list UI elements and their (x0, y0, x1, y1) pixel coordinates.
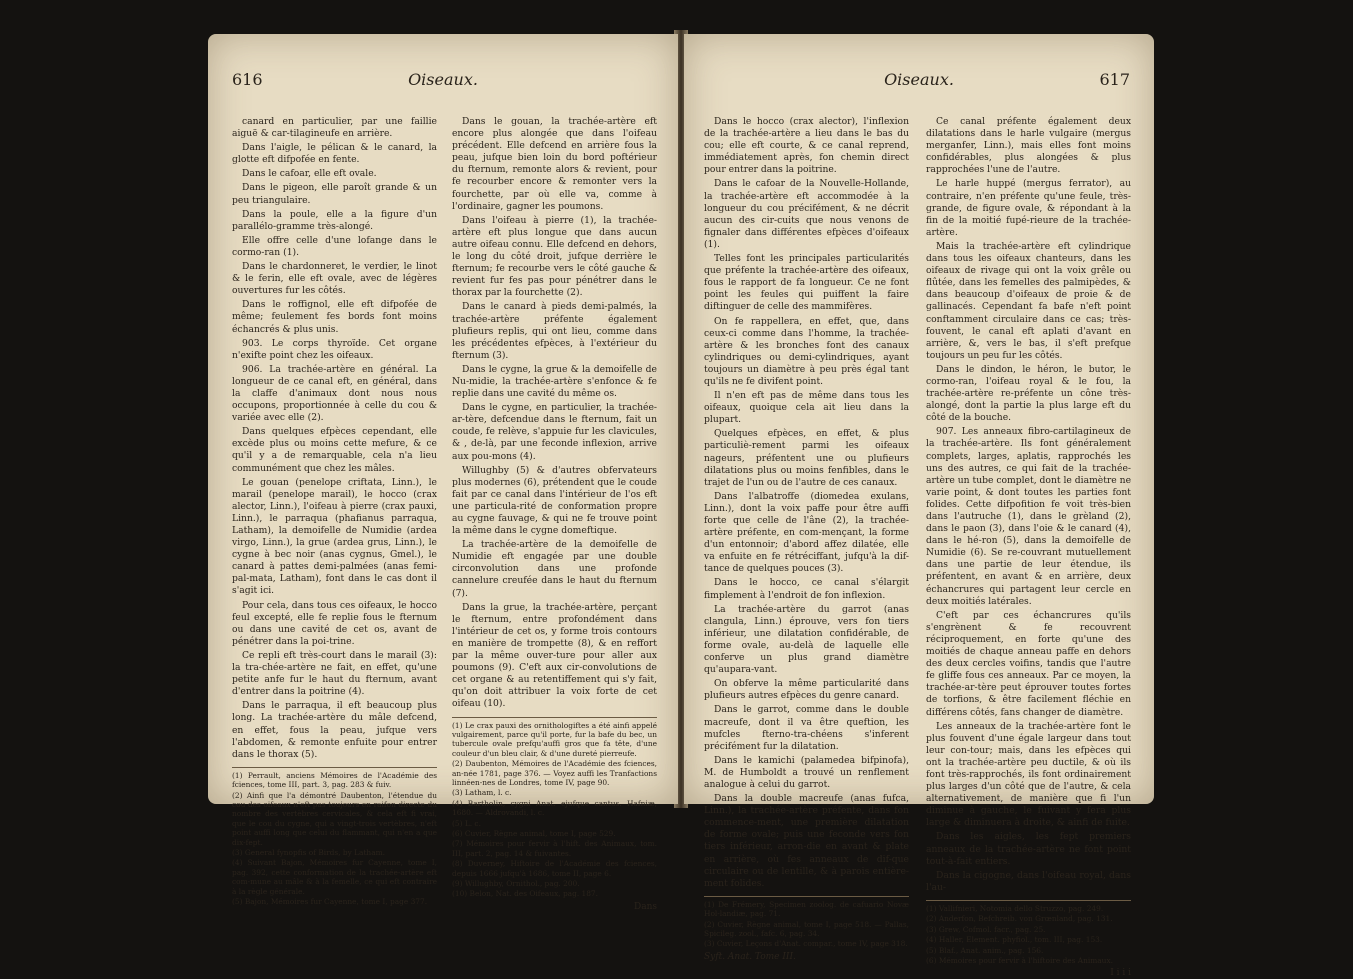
footnotes (704, 896, 909, 949)
paragraph: Dans le cafoar de la Nouvelle-Hollande, la trachée-artère eft accommodée à la longueur du cou précifément, & ne décrit aucun des cir-cuits que nous venons de fignaler dans différentes efpèces d'oifeaux (1). (704, 178, 909, 250)
paragraph: Dans le roffignol, elle eft difpofée de même; feulement fes bords font moins échancrés & plus unis. (232, 299, 437, 335)
paragraph: On obferve la même particularité dans plufieurs autres efpèces du genre canard. (704, 678, 909, 702)
footnotes (232, 767, 437, 907)
paragraph: Dans le canard à pieds demi-palmés, la trachée-artère préfente également plufieurs replis, qui ont lieu, comme dans les précédentes efpèces, à l'extérieur du fternum (3). (452, 301, 657, 361)
left-column-1 (232, 116, 437, 907)
left-page-header (232, 70, 654, 92)
footnote: (3) Cuvier, Leçons d'Anat. compar., tome IV, page 318. (704, 939, 908, 949)
paragraph: 907. Les anneaux fibro-cartilagineux de la trachée-artère. Ils font généralement complets, larges, aplatis, rapprochés les uns des autres, ce qui fait de la trachée-artère un tube complet, dont le diamètre ne varie point, & dont toutes les parties font folides. Cette difpofition fe voit très-bien dans l'autruche (1), dans le grèland (2), dans le paon (3), dans l'oie & le canard (4), dans le hé-ron (5), dans la demoifelle de Numidie (6). Se re-couvrant mutuellement dans une partie de leur étendue, ils préfentent, en avant & en arrière, deux échancrures qui partagent leur cercle en deux moitiés latérales. (926, 426, 1132, 607)
running-head: Oiseaux. (884, 70, 954, 89)
paragraph: Dans la cigogne, dans l'oifeau royal, dans l'au- (926, 869, 1131, 893)
footnote: (4) Suivant Bajon, Mémoires fur Cayenne, tome I, pag. 392, cette conformation de la trachée-artère eft com-mune au mâle & à la femelle, ce qui eft contraire à la règle générale. (232, 858, 437, 896)
paragraph: Pour cela, dans tous ces oifeaux, le hocco feul excepté, elle fe replie fous le fternum ou dans une cavité de cet os, avant de pénétrer dans la poi-trine. (232, 599, 437, 647)
paragraph: Dans la double macreufe (anas fufca, Linn.), la trachée-artère préfente, dans fon commence-ment, une première dilatation de forme ovale; puis une feconde vers fon tiers inférieur, arron-die en avant & plate en arrière, où fes anneaux de dif-que circulaire ou de lentille, & à parois entière-ment folides. (704, 793, 909, 889)
paragraph: Dans quelques efpèces cependant, elle excède plus ou moins cette mefure, & ce qu'il y a de remarquable, cela n'a lieu communément que chez les mâles. (232, 426, 437, 474)
left-page (208, 34, 678, 912)
paragraph: Elle offre celle d'une lofange dans le cormo-ran (1). (232, 234, 437, 258)
paragraph: Les anneaux de la trachée-artère font le plus fouvent d'une égale largeur dans tout leur con-tour; mais, dans les efpèces qui ont la trachée-artère peu ductile, & où ils font très-rapprochés, ils font ordinairement plus larges d'un côté que de l'autre, & cela alternativement, de manière que fi l'un diminue à gauche, le fuivant y fera plus large & diminuera à droite, & ainfi de fuite. (926, 720, 1131, 829)
footnote: (10) Belon, Nat. des Oifeaux, pag. 187. (452, 889, 598, 899)
paragraph: Quelques efpèces, en effet, & plus particuliè-rement parmi les oifeaux nageurs, préfentent une ou plufieurs dilatations plus ou moins fenfibles, dans le trajet de l'un ou de l'autre de ces canaux. (704, 428, 909, 488)
paragraph: Dans le hocco (crax alector), l'inflexion de la trachée-artère a lieu dans le bas du cou; elle eft courte, & ce canal reprend, immédiatement après, fon chemin direct pour entrer dans la poitrine. (704, 116, 909, 176)
body-text (926, 116, 1131, 894)
paragraph: 903. Le corps thyroïde. Cet organe n'exifte point chez les oifeaux. (232, 337, 437, 361)
paragraph: Le gouan (penelope criftata, Linn.), le marail (penelope marail), le hocco (crax alector, Linn.), l'oifeau à pierre (crax pauxi, Linn.), le parraqua (phafianus parraqua, Latham), la demoifelle de Numidie (ardea virgo, Linn.), la grue (ardea grus, Linn.), le cygne à bec noir (anas cygnus, Gmel.), le canard à pattes demi-palmées (anas femi-pal-mata, Latham), font dans le cas dont il s'agit ici. (232, 476, 437, 597)
signature-mark: I i i i (1110, 968, 1131, 979)
footnote: (2) Anderfon, Befchreib. von Grœnland, pag. 131. (926, 914, 1113, 924)
footnote: (8) Duverney, Hiftoire de l'Académie des fciences, depuis 1666 jufqu'à 1686, tome II, page 6. (452, 859, 657, 878)
paragraph: Il n'en eft pas de même dans tous les oifeaux, quoique cela ait lieu dans la plupart. (704, 390, 909, 426)
paragraph: Dans le garrot, comme dans le double macreufe, dont il va être queftion, les mufcles fterno-tra-chéens s'inferent précifément fur la dilatation. (704, 704, 909, 752)
footnote: (1) Le crax pauxi des ornithologiftes a été ainfi appelé vulgairement, parce qu'il porte, fur la bafe du bec, un tubercule ovale prefqu'auffi gros que fa tête, d'une couleur d'un bleu clair, & d'une dureté pierreufe. (452, 720, 657, 758)
paragraph: Dans l'oifeau à pierre (1), la trachée-artère eft plus longue que dans aucun autre oifeau connu. Elle defcend en dehors, le long du côté droit, jufque derrière le fternum; fe recourbe vers le côté gauche & revient fur fes pas pour pénétrer dans le thorax par la fourchette (2). (452, 214, 657, 299)
footnote: (3) General fynopfis of Birds, by Latham. (232, 848, 385, 858)
footnotes (452, 717, 657, 899)
footnote: (7) Mémoires pour fervir à l'hift. des Animaux, tom. III, part. 2, pag. 14 & fuivantes. (452, 839, 657, 858)
right-page-header (708, 70, 1130, 92)
paragraph: Dans le parraqua, il eft beaucoup plus long. La trachée-artère du mâle defcend, en effet, fous la peau, jufque vers l'abdomen, & remonte enfuite pour entrer dans le thorax (5). (232, 700, 437, 760)
page-number: 616 (232, 70, 263, 89)
running-head: Oiseaux. (408, 70, 478, 89)
paragraph: La trachée-artère du garrot (anas clangula, Linn.) éprouve, vers fon tiers inférieur, une dilatation confidérable, de forme ovale, au-delà de laquelle elle conferve un plus grand diamètre qu'aupara-vant. (704, 603, 909, 676)
paragraph: La trachée-artère de la demoifelle de Numidie eft engagée par une double circonvolution dans une profonde cannelure creufée dans le haut du fternum (7). (452, 539, 657, 599)
footnote: (3) Grew, Cofmol. facr., pag. 25. (926, 924, 1046, 934)
footnote: (2) Daubenton, Mémoires de l'Académie des fciences, an-née 1781, page 376. — Voyez auffi les Tranfactions linnéen-nes de Londres, tome IV, page 90. (452, 759, 657, 787)
signature-line (704, 951, 909, 963)
paragraph: Dans la poule, elle a la figure d'un parallélo-gramme très-alongé. (232, 208, 437, 232)
body-text (452, 116, 657, 711)
footnote: (4) Haller, Element. phyfiol., tom. III, pag. 153. (926, 935, 1103, 945)
paragraph: Dans les aigles, les fept premiers anneaux de la trachée-artère ne font point tout-à-fait entiers. (926, 831, 1131, 867)
paragraph: Ce canal préfente également deux dilatations dans le harle vulgaire (mergus merganfer, Linn.), mais elles font moins confidérables, plus alongées & plus rapprochées l'une de l'autre. (926, 116, 1131, 176)
paragraph: Dans le chardonneret, le verdier, le linot & le ferin, elle eft ovale, avec de légères ouvertures fur les côtés. (232, 261, 437, 297)
footnote: (3) Latham, l. c. (452, 788, 512, 798)
paragraph: canard en particulier, par une faillie aiguë & car-tilagineufe en arrière. (232, 116, 437, 140)
footnote: (2) Ainfi que l'a démontré Daubenton, l'étendue du cou des oifeaux n'eft pas toujours en raifon directe du nombre des vertèbres cervicales, & cela eft fi vrai, que le cou du cygne, qui a vingt-trois vertèbres, n'eft point auffi long que celui du flammant, qui n'en a que dix-fept. (232, 790, 437, 847)
paragraph: Dans la grue, la trachée-artère, perçant le fternum, entre profondément dans l'intérieur de cet os, y forme trois contours en manière de trompette (8), & en reffort par la même ouver-ture pour aller aux poumons (9). C'eft aux cir-convolutions de cet organe & au retentiffement qui s'y fait, qu'on doit attribuer la voix forte de cet oifeau (10). (452, 601, 657, 710)
paragraph: Dans le cafoar, elle eft ovale. (242, 168, 377, 180)
right-column-1 (704, 116, 909, 963)
paragraph: Dans l'albatroffe (diomedea exulans, Linn.), dont la voix paffe pour être auffi forte que celle de l'âne (2), la trachée-artère préfente, en com-mençant, la forme d'un entonnoir; d'abord affez dilatée, elle va enfuite en fe rétréciffant, jufqu'à la dif-tance de quelques pouces (3). (704, 490, 909, 575)
signature-title: Syft. Anat. Tome III. (704, 951, 796, 962)
footnotes (926, 900, 1131, 965)
paragraph: Mais la trachée-artère eft cylindrique dans tous les oifeaux chanteurs, dans les oifeaux de rivage qui ont la voix grêle ou flûtée, dans les femelles des palmipèdes, & dans beaucoup d'oifeaux de proie & de gallinacés. Cependant fa bafe n'eft point conftamment circulaire dans ce cas; très-fouvent, le canal eft aplati d'avant en arrière, &, vers le bas, il s'eft prefque toujours un peu fur les côtés. (926, 240, 1131, 361)
footnote: (5) L. c. (452, 818, 481, 828)
paragraph: Dans le cygne, en particulier, la trachée-ar-tère, defcendue dans le fternum, fait un coude, fe relève, s'appuie fur les clavicules, & , de-là, par une feconde inflexion, arrive aux pou-mons (4). (452, 402, 657, 462)
paragraph: Dans le cygne, la grue & la demoifelle de Nu-midie, la trachée-artère s'enfonce & fe replie dans une cavité du même os. (452, 363, 657, 400)
paragraph: Dans l'aigle, le pélican & le canard, la glotte eft difpofée en fente. (232, 142, 437, 166)
page-number: 617 (1099, 70, 1130, 89)
footnote: (6) Cuvier, Règne animal, tome I, page 529. (452, 828, 616, 838)
right-column-2 (926, 116, 1131, 979)
footnote: (1) Vallifnieri, Notomia dello Struzzo, pag. 249. (926, 903, 1104, 913)
paragraph: 906. La trachée-artère en général. La longueur de ce canal eft, en général, dans la claffe d'animaux dont nous nous occupons, proportionnée à celle du cou & variée avec elle (2). (232, 363, 437, 424)
footnote: (1) De Frémery, Specimen zoolog. de cafuario Novæ Hol-landiæ, pag. 71. (704, 899, 909, 919)
paragraph: Dans le dindon, le héron, le butor, le cormo-ran, l'oifeau royal & le fou, la trachée-artère re-préfente un cône très-alongé, dont la partie la plus large eft du côté de la bouche. (926, 363, 1131, 424)
footnote: (6) Mémoires pour fervir à l'hiftoire des Animaux. (926, 955, 1113, 965)
footnote: (5) Blaf., Anat. anim., pag. 156. (926, 945, 1044, 955)
paragraph: Dans le hocco, ce canal s'élargit fimplement à l'endroit de fon inflexion. (704, 577, 909, 601)
body-text (704, 116, 909, 890)
footnote: (9) Willughby, Ornithol., pag. 200. (452, 879, 580, 888)
paragraph: C'eft par ces échancrures qu'ils s'engrènent & fe recouvrent réciproquement, en forte qu'une des moitiés de chaque anneau paffe en dehors des deux cercles voifins, tandis que l'autre fe gliffe fous ces anneaux. Par ce moyen, la trachée-ar-tère peut éprouver toutes fortes de torfions, & être facilement fléchie en différens côtés, fans changer de diamètre. (926, 609, 1131, 718)
paragraph: Willughby (5) & d'autres obfervateurs plus modernes (6), prétendent que le coude fait par ce canal dans l'intérieur de l'os eft une particula-rité de conformation propre au cygne fauvage, & qui ne fe trouve point la même dans le cygne domeftique. (452, 464, 657, 537)
catchword: Dans (634, 901, 657, 912)
paragraph: Dans le pigeon, elle paroît grande & un peu triangulaire. (232, 182, 437, 206)
footnote: (4) Bartholin, cygni Anat. ejufque cantus. Hafniæ, 1680. — Aldrovandi, l. c. (452, 798, 657, 818)
paragraph: Dans le gouan, la trachée-artère eft encore plus alongée que dans l'oifeau précédent. Elle defcend en arrière fous la peau, jufque bien loin du bord poftérieur du fternum, remonte alors & revient, pour fe recourber encore & remonter vers la fourchette, par où elle va, comme à l'ordinaire, gagner les poumons. (452, 116, 657, 212)
paragraph: Ce repli eft très-court dans le marail (3): la tra-chée-artère ne fait, en effet, qu'une petite anfe fur le haut du fternum, avant d'entrer dans la poitrine (4). (232, 649, 437, 698)
paragraph: Le harle huppé (mergus ferrator), au contraire, n'en préfente qu'une feule, très-grande, de figure ovale, & répondant à la fin de la moitié fupé-rieure de la trachée-artère. (926, 178, 1131, 238)
footnote: (1) Perrault, anciens Mémoires de l'Académie des fciences, tome III, part. 3, pag. 283 & fuiv. (232, 770, 437, 790)
paragraph: Telles font les principales particularités que préfente la trachée-artère des oifeaux, fous le rapport de fa longueur. Ce ne font point les feules qui puiffent la faire diftinguer de celle des mammifères. (704, 253, 909, 313)
left-column-2 (452, 116, 657, 913)
right-page (684, 34, 1154, 979)
footnote: (2) Cuvier, Règne animal, tome I, page 518. — Pallas, Spicileg. zool., fafc. 6, pag. 34. (704, 919, 909, 939)
body-text (232, 116, 437, 761)
paragraph: Dans le kamichi (palamedea bifpinofa), M. de Humboldt a trouvé un renflement analogue à celui du garrot. (704, 754, 909, 790)
paragraph: On fe rappellera, en effet, que, dans ceux-ci comme dans l'homme, la trachée-artère & les bronches font des canaux cylindriques ou demi-cylindriques, ayant toujours un diamètre à peu près égal tant qu'ils ne fe divifent point. (704, 315, 909, 387)
footnote: (5) Bajon, Mémoires fur Cayenne, tome I, page 377. (232, 897, 428, 907)
